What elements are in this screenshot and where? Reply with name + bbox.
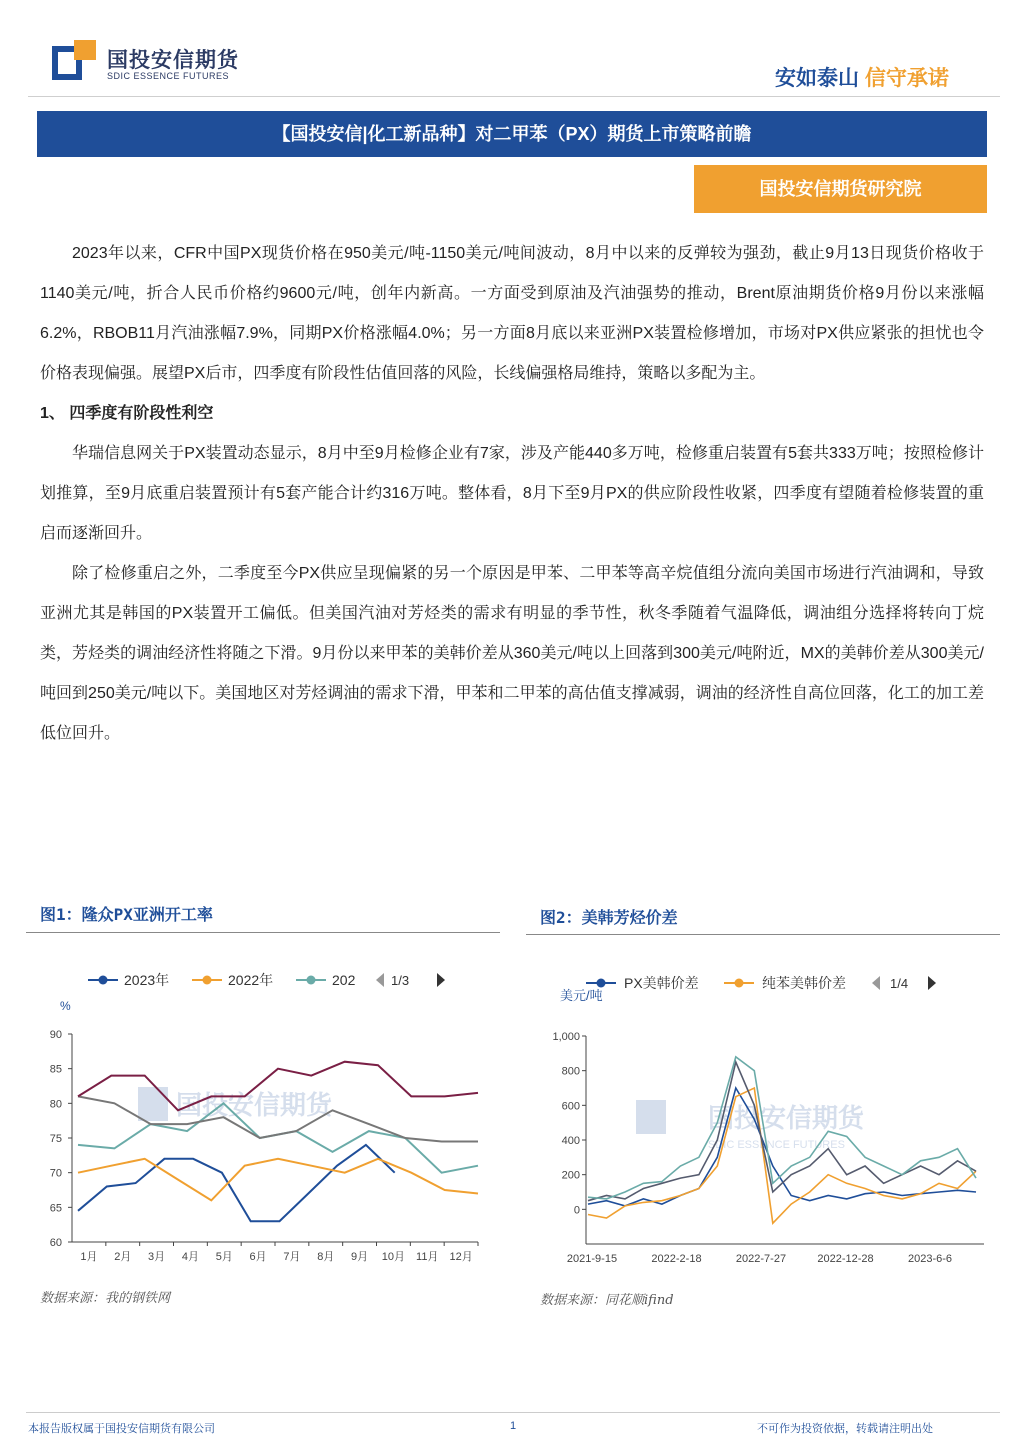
x-tick-label: 9月 (351, 1251, 369, 1263)
footer-divider (26, 1412, 1000, 1413)
legend-next-arrow-icon[interactable] (437, 973, 445, 987)
x2-tick-label: 2022-2-18 (651, 1253, 702, 1265)
y-tick-label: 75 (49, 1133, 62, 1145)
x-tick-label: 5月 (215, 1251, 233, 1263)
slogan-part-2: 信守承诺 (864, 67, 949, 90)
x-tick-label: 8月 (317, 1251, 335, 1263)
paragraph-1: 2023年以来，CFR中国PX现货价格在950美元/吨-1150美元/吨间波动，8月中以来的反弹较为强劲，截止9月13日现货价格收于1140美元/吨，折合人民币价格约9600元/吨，创年内新高。一方面受到原油及汽油强势的推动，Brent原油期货价格9月份以来涨幅6.2%，RBOB11月汽油涨幅7.9%，同期PX价格涨幅4.0%；另一方面8月底以来亚洲PX装置检修增加，市场对PX供应紧张的担忧也令价格表现偏强。展望PX后市，四季度有阶段性估值回落的风险，长线偏强格局维持，策略以多配为主。 (40, 245, 984, 382)
x2-tick-label: 2022-12-28 (817, 1253, 874, 1265)
x-tick-label: 4月 (181, 1251, 199, 1263)
y-tick-label: 90 (49, 1029, 62, 1041)
y2-tick-label: 0 (573, 1204, 580, 1217)
footer-copyright: 本报告版权属于国投安信期货有限公司 (28, 1423, 215, 1435)
section-heading-1: 1、 四季度有阶段性利空 (40, 405, 214, 422)
figure-2-rule (526, 934, 1000, 935)
legend-2022-label: 2022年 (228, 972, 274, 988)
legend2-prev-arrow-icon[interactable] (872, 976, 880, 990)
x-tick-label: 12月 (449, 1251, 473, 1263)
legend2-pager: 1/4 (890, 976, 909, 991)
y2-tick-label: 200 (561, 1169, 580, 1182)
y2-tick-label: 800 (561, 1065, 580, 1078)
logo-text: 国投安信期货 (107, 49, 239, 72)
series-line-1 (78, 1159, 478, 1201)
institute-badge: 国投安信期货研究院 (694, 165, 987, 213)
y-tick-label: 80 (49, 1098, 62, 1111)
legend-pager: 1/3 (391, 973, 410, 988)
legend-202-label: 202 (332, 972, 356, 988)
x-tick-label: 11月 (416, 1251, 439, 1263)
x-tick-label: 6月 (249, 1251, 267, 1263)
x-tick-label: 7月 (283, 1251, 301, 1263)
legend-202-dot-icon (307, 976, 316, 985)
legend-benzene-dot-icon (735, 979, 744, 988)
y2-unit-label: 美元/吨 (560, 988, 603, 1003)
x2-tick-label: 2022-7-27 (735, 1253, 787, 1265)
legend2-next-arrow-icon[interactable] (928, 976, 936, 990)
watermark2-text: 国投安信期货 (708, 1103, 865, 1133)
y-tick-label: 65 (49, 1202, 62, 1215)
y-tick-label: 60 (49, 1237, 62, 1249)
header-divider (28, 96, 1000, 97)
y2-tick-label: 400 (561, 1135, 580, 1147)
watermark2-logo-icon (636, 1100, 666, 1134)
figure-2-legend (586, 975, 936, 991)
y-unit-label: % (60, 999, 71, 1013)
figure-1-chart (26, 962, 500, 1274)
footer-page-number: 1 (510, 1420, 517, 1432)
x-tick-label: 1月 (80, 1251, 98, 1263)
legend-benzene-label: 纯苯美韩价差 (762, 975, 846, 991)
y-tick-label: 85 (49, 1063, 62, 1076)
legend-px-label: PX美韩价差 (624, 975, 699, 991)
x2-tick-label: 2023-6-6 (907, 1253, 953, 1265)
figure-1-title: 图1：隆众PX亚洲开工率 (40, 905, 213, 924)
logo-icon (52, 40, 98, 82)
logo-subtext: SDIC ESSENCE FUTURES (107, 71, 230, 81)
x-tick-label: 2月 (114, 1251, 132, 1263)
y2-tick-label: 600 (561, 1100, 580, 1113)
x-tick-label: 10月 (381, 1251, 406, 1263)
watermark-logo-icon (138, 1087, 168, 1121)
x-tick-label: 3月 (148, 1251, 166, 1263)
figure-1-source: 数据来源：我的钢铁网 (40, 1291, 171, 1306)
report-title: 【国投安信|化工新品种】对二甲苯（PX）期货上市策略前瞻 (37, 111, 987, 157)
paragraph-2: 华瑞信息网关于PX装置动态显示，8月中至9月检修企业有7家，涉及产能440多万吨，检修重启装置有5套共333万吨；按照检修计划推算，至9月底重启装置预计有5套产能合计约316万吨。整体看，8月下至9月PX的供应阶段性收紧，四季度有望随着检修装置的重启而逐渐回升。 (40, 445, 984, 542)
watermark-text: 国投安信期货 (176, 1090, 333, 1120)
figure-1-legend (88, 972, 445, 988)
y-tick-label: 70 (49, 1167, 62, 1180)
legend-2023-dot-icon (99, 976, 108, 985)
legend-2023-label: 2023年 (124, 972, 170, 988)
slogan-part-1: 安如泰山 (775, 67, 859, 90)
y2-tick-label: 1,000 (552, 1031, 580, 1043)
footer-disclaimer: 不可作为投资依据，转载请注明出处 (757, 1423, 933, 1435)
figure-1-rule (26, 932, 500, 933)
figure-2-chart (526, 962, 1000, 1274)
figure-2-source: 数据来源：同花顺ifind (540, 1293, 674, 1308)
watermark2-subtext: SDIC ESSENCE FUTURES (708, 1139, 845, 1151)
legend-prev-arrow-icon[interactable] (376, 973, 384, 987)
x2-tick-label: 2021-9-15 (566, 1253, 618, 1265)
figure-2-title: 图2：美韩芳烃价差 (540, 908, 678, 927)
legend-2022-dot-icon (203, 976, 212, 985)
legend-px-dot-icon (597, 979, 606, 988)
slogan (775, 62, 949, 92)
series-line-0 (78, 1145, 395, 1221)
watermark-2 (636, 1100, 866, 1151)
report-body (40, 234, 984, 754)
paragraph-3: 除了检修重启之外，二季度至今PX供应呈现偏紧的另一个原因是甲苯、二甲苯等高辛烷值组分流向美国市场进行汽油调和，导致亚洲尤其是韩国的PX装置开工偏低。但美国汽油对芳烃类的需求有明显的季节性，秋冬季随着气温降低，调油组分选择将转向丁烷类，芳烃类的调油经济性将随之下滑。9月份以来甲苯的美韩价差从360美元/吨以上回落到300美元/吨附近，MX的美韩价差从300美元/吨回到250美元/吨以下。美国地区对芳烃调油的需求下滑，甲苯和二甲苯的高估值支撑减弱，调油的经济性自高位回落，化工的加工差低位回升。 (40, 565, 984, 742)
